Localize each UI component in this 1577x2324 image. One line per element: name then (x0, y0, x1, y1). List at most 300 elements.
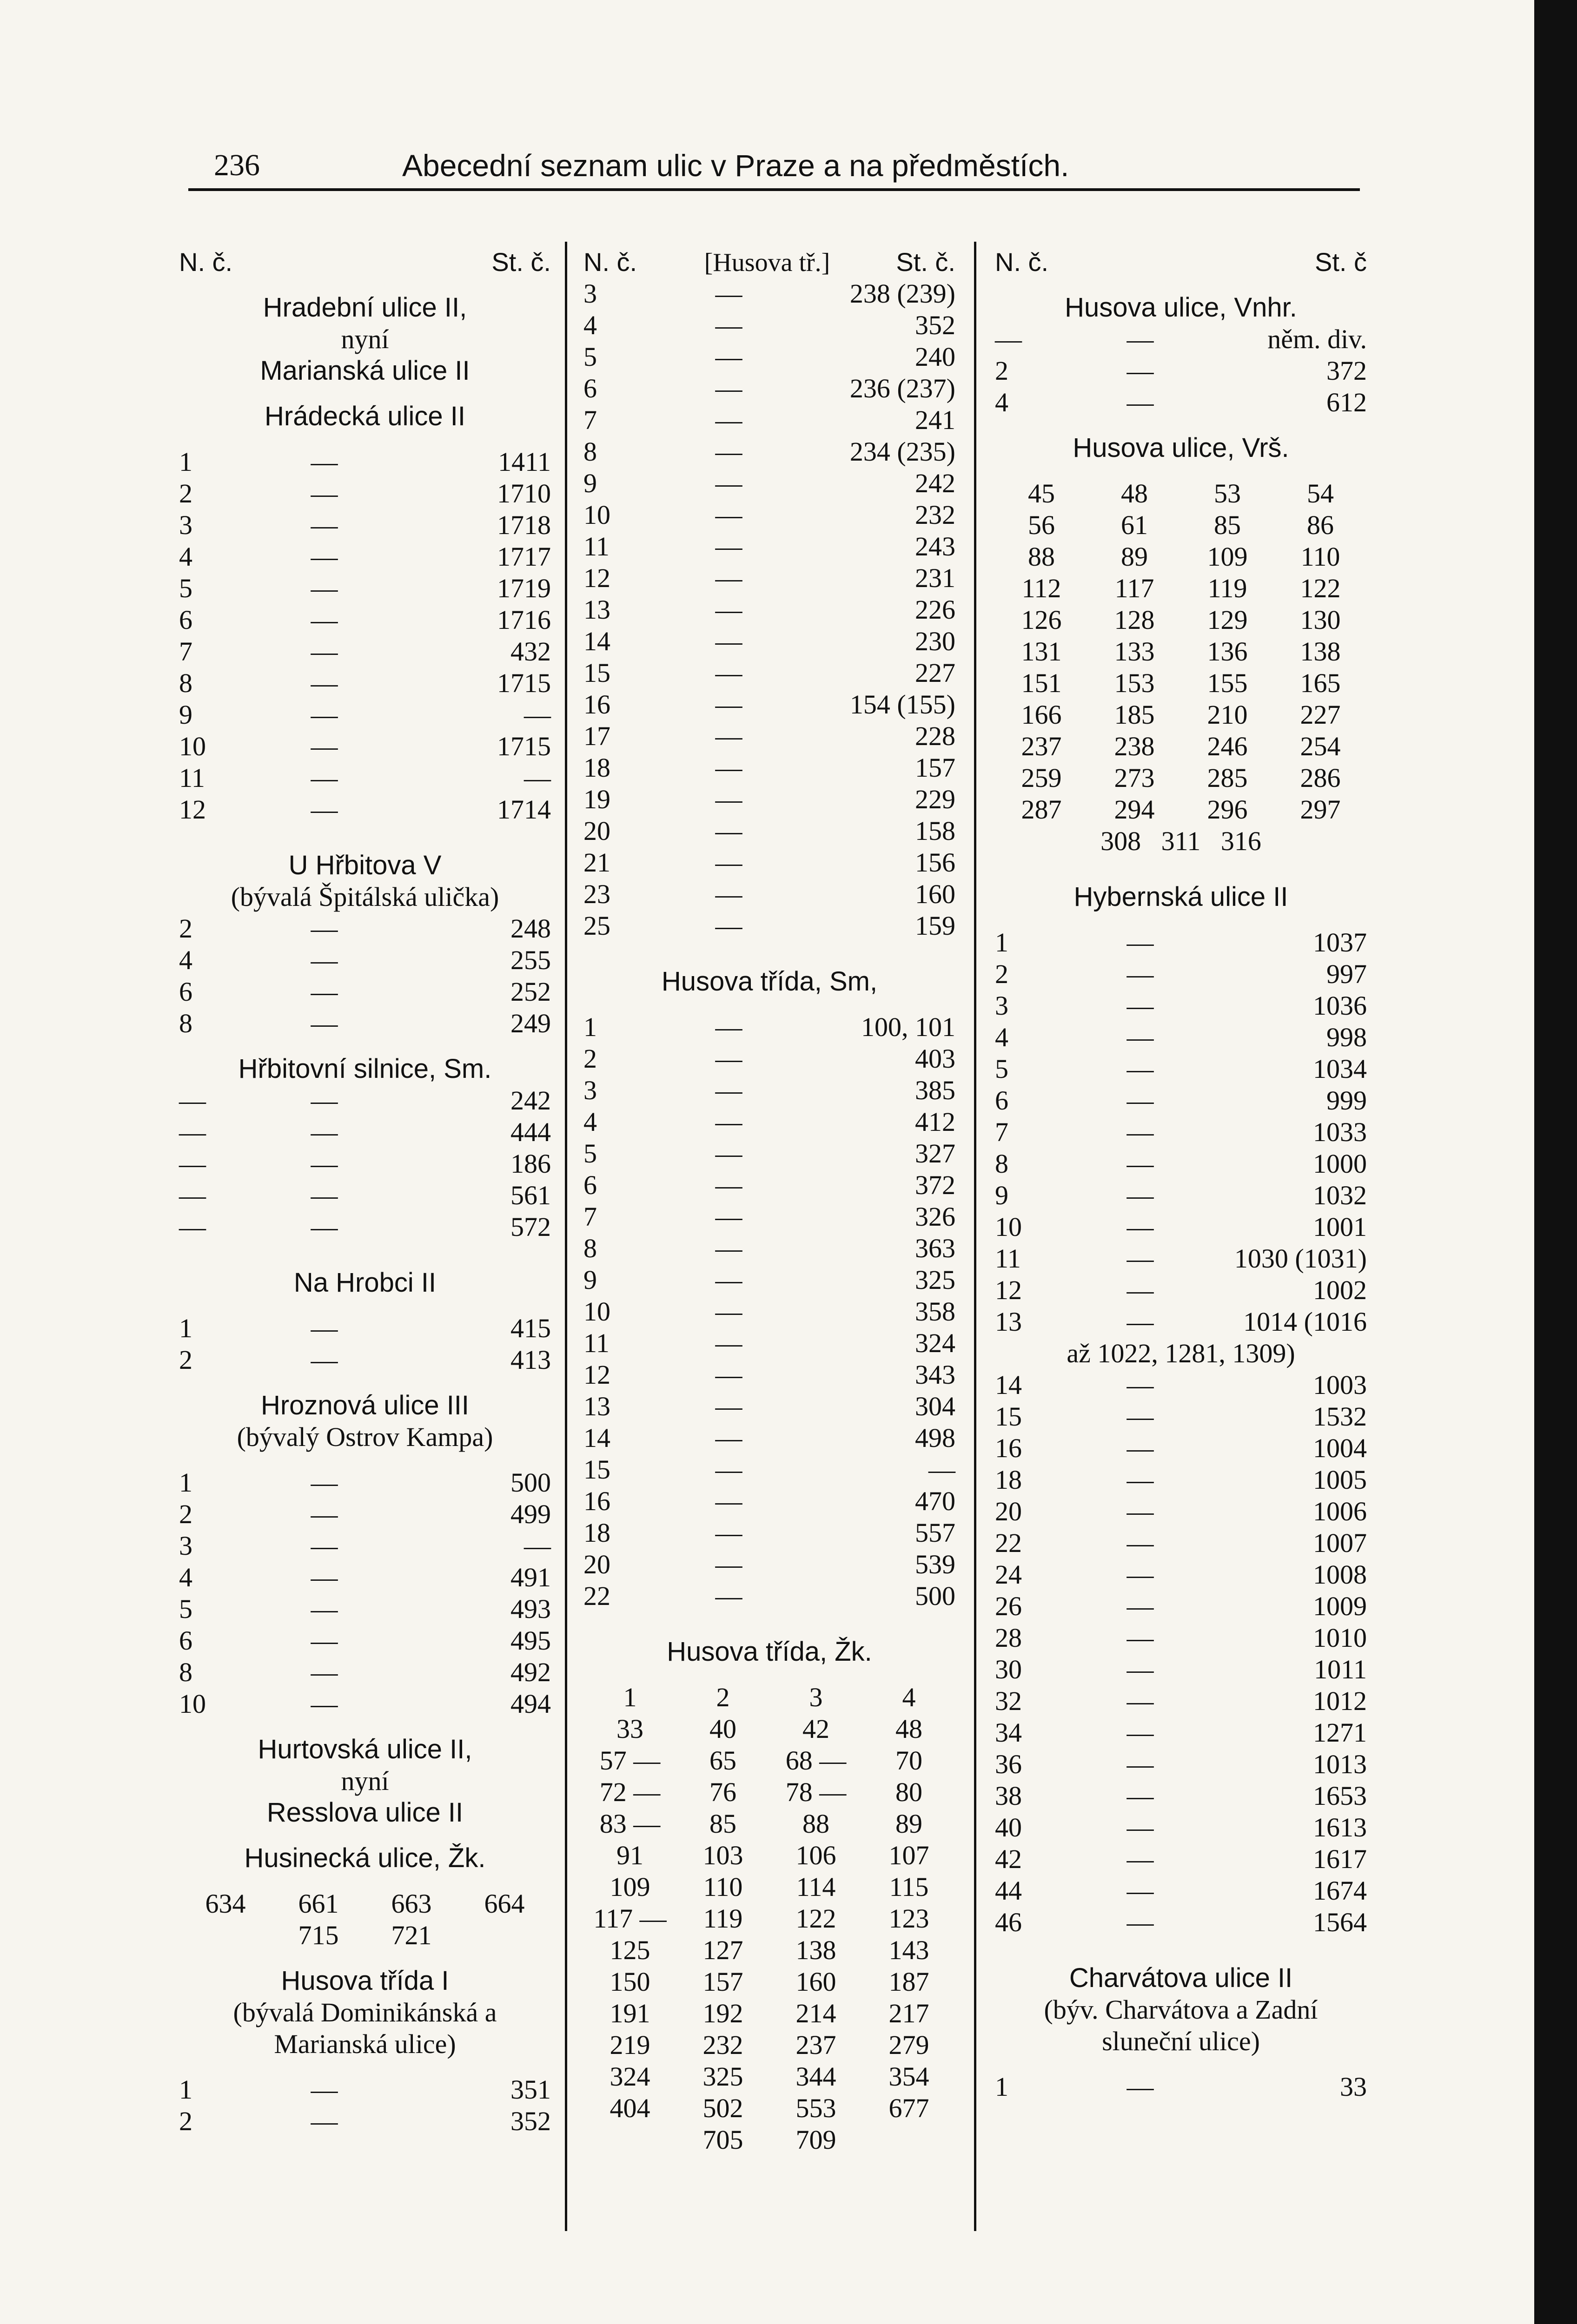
table-cell: 20 (583, 816, 610, 846)
table-cell: 230 (915, 626, 955, 656)
table-cell: 110 (1300, 541, 1340, 572)
table-row (583, 1808, 955, 1840)
scan-border (1534, 0, 1577, 2324)
table-cell: 214 (795, 1998, 836, 2028)
table-cell: — (311, 731, 338, 761)
table-row (995, 1685, 1367, 1717)
table-row (583, 341, 955, 373)
table-row (995, 1211, 1367, 1243)
table-cell: — (311, 1180, 338, 1210)
table-cell: 154 (155) (849, 689, 955, 720)
table-cell: 1002 (1313, 1275, 1367, 1305)
table-cell: 415 (510, 1313, 551, 1343)
table-cell: 241 (915, 405, 955, 435)
table-cell: 709 (795, 2125, 836, 2155)
table-cell: 89 (895, 1809, 922, 1839)
table-cell: 13 (583, 594, 610, 625)
table-cell: — (179, 1180, 206, 1210)
table-row (995, 762, 1367, 794)
table-cell: 372 (915, 1170, 955, 1200)
table-row (583, 878, 955, 910)
table-cell: 285 (1207, 763, 1248, 793)
table-cell: 444 (510, 1117, 551, 1147)
number-table (179, 1467, 551, 1720)
table-cell: 1 (995, 2072, 1008, 2102)
table-cell: — (715, 468, 742, 498)
table-row (995, 478, 1367, 509)
heading-line: Charvátova ulice II (1069, 1963, 1293, 1993)
table-cell: 6 (179, 1625, 192, 1656)
table-row (583, 594, 955, 626)
column-header (995, 246, 1367, 278)
table-row (179, 667, 551, 699)
table-cell: 279 (888, 2030, 929, 2060)
col-head-mid: [Husova tř.] (704, 248, 830, 277)
table-cell: 65 (709, 1745, 736, 1776)
table-cell: — (311, 478, 338, 508)
table-row (179, 1180, 551, 1211)
table-row (179, 1008, 551, 1039)
table-row (995, 1243, 1367, 1274)
table-cell: 1715 (497, 668, 551, 698)
table-cell: 12 (583, 1360, 610, 1390)
table-row (179, 1562, 551, 1593)
table-row (995, 1464, 1367, 1496)
table-cell: — (311, 1085, 338, 1116)
table-cell: — (715, 1075, 742, 1105)
page-number: 236 (214, 148, 260, 182)
table-cell: — (311, 668, 338, 698)
table-row (179, 944, 551, 976)
table-cell: 18 (995, 1465, 1022, 1495)
table-cell: 1006 (1313, 1496, 1367, 1526)
table-cell: 217 (888, 1998, 929, 2028)
table-cell: 2 (995, 356, 1008, 386)
table-cell: 1034 (1313, 1054, 1367, 1084)
table-cell: — (311, 1594, 338, 1624)
table-row (995, 1496, 1367, 1527)
table-cell: 324 (610, 2061, 650, 2092)
table-cell: — (524, 1531, 551, 1561)
table-cell: 2 (179, 913, 192, 944)
table-cell: — (311, 2074, 338, 2105)
table-row (179, 2106, 551, 2137)
table-row (583, 1327, 955, 1359)
table-row (583, 562, 955, 594)
table-cell: 1617 (1313, 1844, 1367, 1874)
table-cell: 612 (1326, 387, 1367, 417)
table-cell: 327 (915, 1138, 955, 1169)
heading-line: (býv. Charvátova a Zadní (1044, 1994, 1318, 2025)
table-cell: 1715 (497, 731, 551, 761)
table-cell: 15 (995, 1401, 1022, 1432)
table-cell: 2 (716, 1682, 730, 1712)
table-cell: 127 (702, 1935, 743, 1965)
table-row (995, 1812, 1367, 1843)
table-cell: — (715, 1202, 742, 1232)
page-title: Abecední seznam ulic v Praze a na předměstích. (402, 148, 1069, 183)
table-cell: 15 (583, 658, 610, 688)
table-cell: — (1126, 1022, 1154, 1052)
table-row (583, 626, 955, 657)
table-row (995, 355, 1367, 387)
table-row (995, 1843, 1367, 1875)
table-cell: — (1126, 1907, 1154, 1937)
table-cell: 1001 (1313, 1212, 1367, 1242)
table-cell: 226 (915, 594, 955, 625)
table-cell: — (715, 563, 742, 593)
table-cell: 48 (895, 1714, 922, 1744)
heading-line: (bývalá Dominikánská a (233, 1997, 497, 2027)
table-cell: — (311, 1689, 338, 1719)
table-cell: 500 (510, 1467, 551, 1498)
table-cell: 3 (583, 278, 597, 309)
table-row (583, 1359, 955, 1391)
table-cell: 404 (610, 2093, 650, 2123)
table-row (583, 1454, 955, 1486)
table-cell: — (1126, 1275, 1154, 1305)
table-cell: — (311, 945, 338, 975)
table-cell: 705 (702, 2125, 743, 2155)
table-cell: 42 (802, 1714, 829, 1744)
table-cell: 138 (1300, 636, 1341, 667)
table-cell: 352 (915, 310, 955, 340)
street-title: Hroznová ulice III (260, 1390, 470, 1420)
table-cell: 15 (583, 1454, 610, 1485)
number-table (583, 278, 955, 942)
table-row (995, 699, 1367, 731)
table-cell: 495 (510, 1625, 551, 1656)
col-head-left: N. č. (179, 247, 233, 277)
table-row (995, 1527, 1367, 1559)
table-cell: — (311, 1657, 338, 1687)
table-cell: 18 (583, 1518, 610, 1548)
table-cell: 159 (915, 911, 955, 941)
street-heading (179, 1965, 551, 2060)
street-title: Husova třída, Žk. (667, 1637, 872, 1667)
table-cell: 133 (1114, 636, 1155, 667)
table-cell: 326 (915, 1202, 955, 1232)
table-cell: 91 (616, 1840, 643, 1870)
table-cell: 88 (1028, 541, 1055, 572)
table-cell: — (1126, 927, 1154, 957)
table-row (995, 1433, 1367, 1464)
table-row (179, 446, 551, 478)
table-cell: 24 (995, 1559, 1022, 1590)
table-cell: 242 (510, 1085, 551, 1116)
table-cell: 61 (1121, 510, 1148, 540)
table-cell: 9 (179, 700, 192, 730)
table-row (179, 1530, 551, 1562)
table-cell: 5 (179, 573, 192, 603)
table-cell: 13 (995, 1307, 1022, 1337)
table-cell: 286 (1300, 763, 1341, 793)
table-row (179, 794, 551, 825)
table-row (583, 1391, 955, 1422)
table-cell: 119 (1207, 573, 1247, 603)
street-title: Hřbitovní silnice, Sm. (238, 1054, 492, 1084)
table-cell: 248 (510, 913, 551, 944)
table-cell: 6 (995, 1085, 1008, 1116)
table-cell: — (311, 1345, 338, 1375)
table-cell: 10 (995, 1212, 1022, 1242)
table-row (995, 1591, 1367, 1622)
table-cell: — (311, 1499, 338, 1529)
table-row (583, 1580, 955, 1612)
table-row (179, 509, 551, 541)
table-cell: — (311, 913, 338, 944)
table-cell: 115 (889, 1872, 929, 1902)
table-cell: 16 (995, 1433, 1022, 1463)
table-row (583, 910, 955, 942)
table-cell: — (715, 626, 742, 656)
table-cell: 86 (1307, 510, 1334, 540)
table-cell: 254 (1300, 731, 1341, 761)
table-cell: 715 (298, 1920, 339, 1950)
table-cell: 1714 (497, 794, 551, 825)
table-cell: 12 (583, 563, 610, 593)
table-cell: — (1126, 1812, 1154, 1842)
table-row (995, 794, 1367, 825)
table-cell: — (715, 1518, 742, 1548)
table-cell: — (995, 324, 1022, 354)
table-cell: 18 (583, 753, 610, 783)
table-cell: 7 (995, 1117, 1008, 1147)
table-cell: — (311, 1467, 338, 1498)
table-cell: 3 (179, 510, 192, 540)
table-cell: 325 (702, 2061, 743, 2092)
table-cell: 1411 (498, 447, 551, 477)
table-cell: 2 (995, 959, 1008, 989)
table-cell: — (715, 531, 742, 561)
table-row (583, 1903, 955, 1934)
table-cell: — (179, 1117, 206, 1147)
table-cell: 9 (995, 1180, 1008, 1210)
table-cell: — (1126, 1654, 1154, 1684)
table-cell: 23 (583, 879, 610, 909)
heading-line: Husova třída I (281, 1966, 449, 1996)
number-table (179, 446, 551, 825)
table-cell: — (715, 1549, 742, 1579)
table-cell: 7 (583, 1202, 597, 1232)
table-row (995, 1085, 1367, 1116)
table-cell: 3 (583, 1075, 597, 1105)
table-cell: 4 (179, 945, 192, 975)
table-cell: 1007 (1313, 1528, 1367, 1558)
table-cell: 130 (1300, 605, 1341, 635)
column-2 (583, 246, 955, 2231)
table-row (583, 1043, 955, 1075)
table-row (583, 1549, 955, 1580)
table-cell: — (524, 763, 551, 793)
table-cell: 498 (915, 1423, 955, 1453)
table-row (179, 1688, 551, 1720)
table-cell: 123 (888, 1903, 929, 1934)
table-cell: 8 (179, 1008, 192, 1038)
col-head-right: St. č. (896, 247, 955, 277)
table-cell: 243 (915, 531, 955, 561)
column-1 (179, 246, 551, 2231)
table-cell: 158 (915, 816, 955, 846)
table-cell: — (311, 763, 338, 793)
table-cell: — (179, 1212, 206, 1242)
table-cell: 109 (610, 1872, 650, 1902)
table-cell: — (715, 1043, 742, 1074)
table-cell: 17 (583, 721, 610, 751)
table-cell: 492 (510, 1657, 551, 1687)
table-cell: 54 (1307, 478, 1334, 508)
table-cell: — (715, 784, 742, 814)
table-cell: — (715, 753, 742, 783)
table-cell: 9 (583, 468, 597, 498)
table-cell: — (715, 1265, 742, 1295)
table-cell: — (311, 1562, 338, 1592)
number-table (995, 1369, 1367, 1938)
table-cell: 249 (510, 1008, 551, 1038)
table-cell: 6 (179, 605, 192, 635)
table-cell: 493 (510, 1594, 551, 1624)
table-row (583, 720, 955, 752)
table-cell: — (179, 1149, 206, 1179)
table-cell: 131 (1021, 636, 1062, 667)
table-cell: 129 (1207, 605, 1248, 635)
table-cell: 11 (995, 1243, 1021, 1274)
table-row (179, 1116, 551, 1148)
table-row (179, 1920, 551, 1951)
table-cell: 185 (1114, 700, 1155, 730)
column-divider (565, 242, 567, 2231)
number-table (179, 913, 551, 1039)
table-row (995, 1622, 1367, 1654)
table-row (995, 636, 1367, 667)
table-cell: 10 (179, 1689, 206, 1719)
table-cell: 363 (915, 1233, 955, 1263)
table-cell: 344 (795, 2061, 836, 2092)
table-cell: — (1126, 2072, 1154, 2102)
table-cell: 228 (915, 721, 955, 751)
table-cell: 44 (995, 1875, 1022, 1906)
table-cell: 1 (179, 1313, 192, 1343)
table-cell: 287 (1021, 794, 1062, 825)
table-row (995, 1369, 1367, 1401)
table-cell: 53 (1214, 478, 1241, 508)
table-cell: — (1126, 1085, 1154, 1116)
column-divider (974, 242, 976, 2231)
table-cell: 227 (915, 658, 955, 688)
street-title: Husova ulice, Vrš. (1073, 433, 1289, 463)
table-cell: 70 (895, 1745, 922, 1776)
table-cell: — (928, 1454, 955, 1485)
table-row (583, 1201, 955, 1233)
table-cell: — (311, 977, 338, 1007)
table-cell: 110 (703, 1872, 743, 1902)
heading-line: nyní (341, 324, 389, 354)
table-cell: 372 (1326, 356, 1367, 386)
table-row (583, 468, 955, 499)
table-cell: 352 (510, 2106, 551, 2136)
table-cell: 22 (995, 1528, 1022, 1558)
column-header (583, 246, 955, 278)
table-cell: 30 (995, 1654, 1022, 1684)
table-cell: 255 (510, 945, 551, 975)
table-cell: 56 (1028, 510, 1055, 540)
table-row (995, 1717, 1367, 1749)
table-row (583, 2093, 955, 2124)
street-subtitle: (bývalý Ostrov Kampa) (237, 1422, 493, 1452)
table-cell: 109 (1207, 541, 1248, 572)
table-cell: — (715, 342, 742, 372)
table-cell: — (1126, 324, 1154, 354)
table-cell: — (1126, 1370, 1154, 1400)
table-cell: — (1126, 1781, 1154, 1811)
table-row (995, 1053, 1367, 1085)
table-cell: 46 (995, 1907, 1022, 1937)
table-cell: — (1126, 1559, 1154, 1590)
table-cell: 68 — (785, 1745, 847, 1776)
table-cell: 25 (583, 911, 610, 941)
table-cell: — (1126, 1465, 1154, 1495)
table-cell: 297 (1300, 794, 1341, 825)
table-cell: 470 (915, 1486, 955, 1516)
table-cell: — (715, 1107, 742, 1137)
table-cell: 34 (995, 1717, 1022, 1748)
table-cell: — (1126, 1717, 1154, 1748)
table-row (995, 1401, 1367, 1433)
table-cell: 80 (895, 1777, 922, 1807)
header-rule (188, 188, 1360, 191)
table-cell: 234 (235) (849, 436, 955, 467)
table-cell: 2 (179, 1345, 192, 1375)
table-cell: 40 (995, 1812, 1022, 1842)
table-cell: 5 (179, 1594, 192, 1624)
table-cell: — (1126, 1844, 1154, 1874)
table-cell: 664 (484, 1888, 525, 1919)
table-cell: 114 (796, 1872, 836, 1902)
table-cell: 561 (510, 1180, 551, 1210)
table-row (583, 2124, 955, 2156)
table-cell: 45 (1028, 478, 1055, 508)
table-cell: 354 (888, 2061, 929, 2092)
table-cell: 191 (610, 1998, 650, 2028)
table-cell: něm. div. (1267, 324, 1367, 354)
table-cell: — (715, 1328, 742, 1358)
table-cell: 1033 (1313, 1117, 1367, 1147)
table-cell: — (311, 1117, 338, 1147)
table-row (179, 1593, 551, 1625)
table-cell: — (715, 373, 742, 403)
table-row (179, 976, 551, 1008)
table-cell: 136 (1207, 636, 1248, 667)
table-cell: 6 (583, 373, 597, 403)
table-row (179, 541, 551, 573)
table-row (583, 1776, 955, 1808)
table-cell: — (715, 1391, 742, 1421)
table-cell: — (311, 447, 338, 477)
table-cell: 16 (583, 1486, 610, 1516)
table-cell: 10 (583, 500, 610, 530)
table-cell: 156 (915, 847, 955, 878)
table-cell: 1 (583, 1012, 597, 1042)
table-cell: 8 (995, 1149, 1008, 1179)
table-cell: 125 (610, 1935, 650, 1965)
street-subtitle: (bývalá Špitálská ulička) (231, 882, 499, 912)
table-cell: — (715, 1581, 742, 1611)
table-cell: 106 (795, 1840, 836, 1870)
table-cell: 7 (583, 405, 597, 435)
table-cell: — (1126, 1180, 1154, 1210)
table-row (583, 1138, 955, 1169)
table-cell: 4 (995, 1022, 1008, 1052)
